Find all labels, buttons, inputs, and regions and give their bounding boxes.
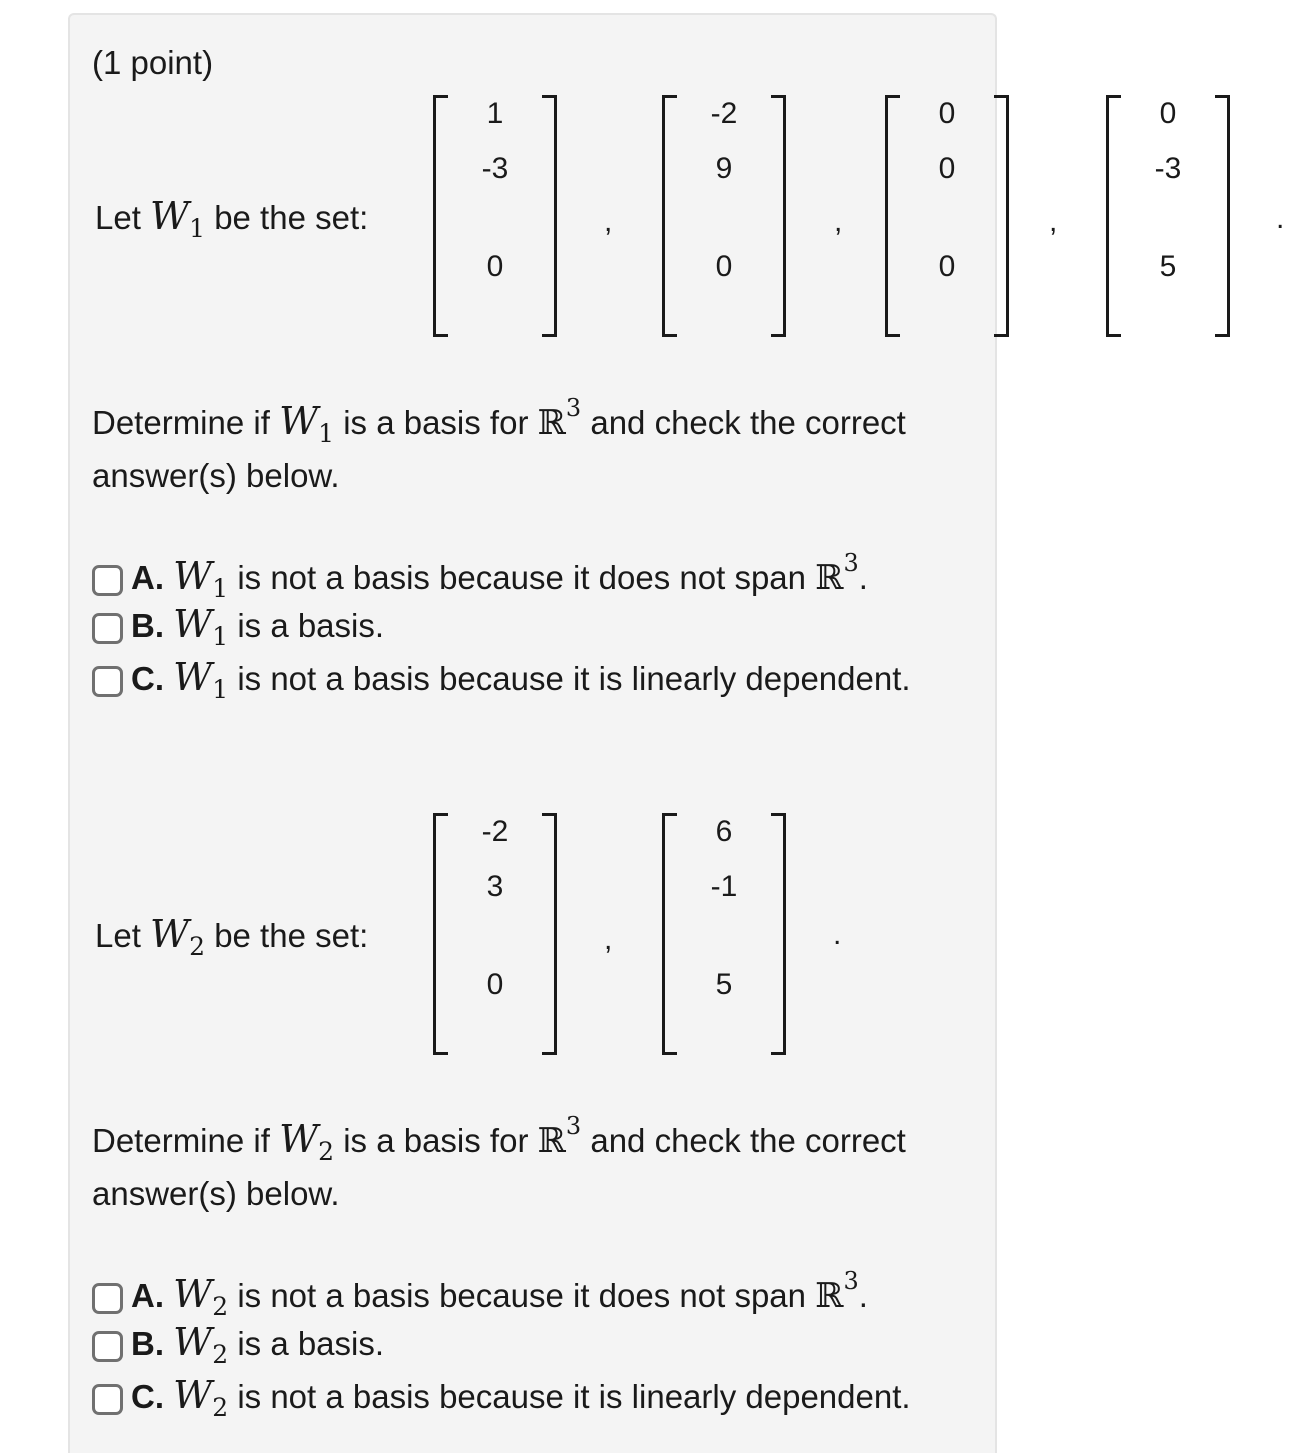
w2-option-b[interactable]: B. $W_2$ is a basis. [92, 1322, 384, 1367]
vector-entry: -3 [1154, 152, 1182, 185]
terminator-period: . [833, 918, 842, 951]
vector-entry: 5 [1159, 250, 1177, 283]
w2-vector-1 [433, 813, 557, 1055]
w1-option-b-checkbox[interactable] [92, 613, 123, 644]
w2-option-b-checkbox[interactable] [92, 1331, 123, 1362]
vector-entry: 0 [938, 250, 956, 283]
w1-vector-4 [1106, 95, 1230, 337]
vector-entry: -2 [710, 97, 738, 130]
vector-entry: 3 [486, 870, 504, 903]
w1-vector-1 [433, 95, 557, 337]
vector-entry: 1 [486, 97, 504, 130]
separator-comma: , [1049, 205, 1058, 238]
w1-question: Determine if $W_1$ is a basis for ℝ$^3$ and check the correct answer(s) below. [92, 394, 906, 494]
w2-option-a-checkbox[interactable] [92, 1283, 123, 1314]
point-value: (1 point) [92, 44, 214, 81]
w1-vector-3 [885, 95, 1009, 337]
separator-comma: , [604, 205, 613, 238]
vector-entry: 9 [715, 152, 733, 185]
vector-entry: -2 [481, 815, 509, 848]
w2-question: Determine if $W_2$ is a basis for ℝ$^3$ and check the correct answer(s) below. [92, 1112, 906, 1212]
separator-comma: , [604, 923, 613, 956]
w2-set-label: Let $W_2$ be the set: [95, 912, 369, 961]
w2-option-a[interactable]: A. $W_2$ is not a basis because it does not span ℝ$^3$. [92, 1274, 868, 1319]
vector-entry: 0 [715, 250, 733, 283]
terminator-period: . [1276, 202, 1285, 235]
w1-option-a[interactable]: A. $W_1$ is not a basis because it does not span ℝ$^3$. [92, 556, 868, 601]
w1-option-c[interactable]: C. $W_1$ is not a basis because it is linearly dependent. [92, 657, 911, 702]
w2-option-c[interactable]: C. $W_2$ is not a basis because it is linearly dependent. [92, 1375, 911, 1420]
vector-entry: 0 [1159, 97, 1177, 130]
separator-comma: , [834, 205, 843, 238]
w1-option-a-checkbox[interactable] [92, 565, 123, 596]
vector-entry: 0 [486, 968, 504, 1001]
vector-entry: 5 [715, 968, 733, 1001]
vector-entry: 0 [938, 152, 956, 185]
w1-set-label: Let $W_1$ be the set: [95, 194, 369, 243]
w1-option-b[interactable]: B. $W_1$ is a basis. [92, 604, 384, 649]
vector-entry: -1 [710, 870, 738, 903]
vector-entry: -3 [481, 152, 509, 185]
vector-entry: 0 [938, 97, 956, 130]
w1-vector-2 [662, 95, 786, 337]
vector-entry: 0 [486, 250, 504, 283]
w1-option-c-checkbox[interactable] [92, 666, 123, 697]
w2-option-c-checkbox[interactable] [92, 1384, 123, 1415]
vector-entry: 6 [715, 815, 733, 848]
w2-vector-2 [662, 813, 786, 1055]
